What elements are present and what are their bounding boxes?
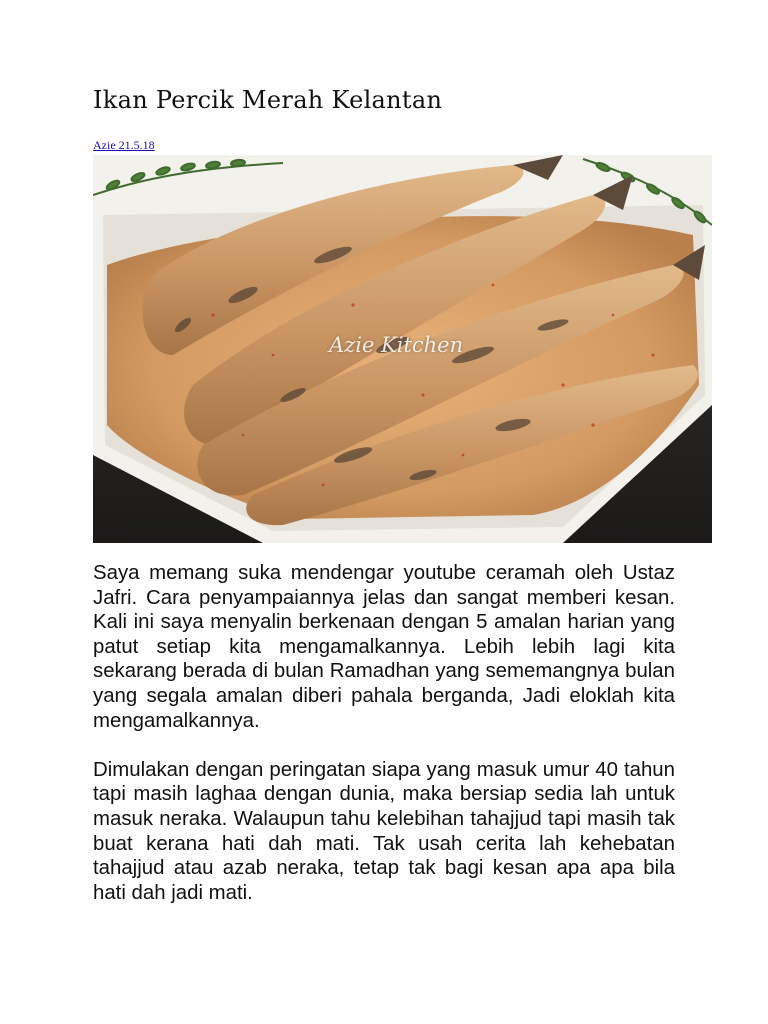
- article-paragraph: Saya memang suka mendengar youtube ceramah oleh Ustaz Jafri. Cara penyampaiannya jelas dan sangat memberi kesan. Kali ini saya menyalin berkenaan dengan 5 amalan harian yang patut setiap kita mengamalkannya. Lebih lebih lagi kita sekarang berada di bulan Ramadhan yang sememangnya bulan yang segala amalan diberi pahala berganda, Jadi eloklah kita mengamalkannya.: [93, 562, 675, 732]
- article-body: [93, 561, 675, 930]
- article-paragraph: Dimulakan dengan peringatan siapa yang masuk umur 40 tahun tapi masih laghaa dengan dunia, maka bersiap sedia lah untuk masuk neraka. Walaupun tahu kelebihan tahajjud tapi masih tak buat kerana hati dah mati. Tak usah cerita lah kehebatan tahajjud atau azab neraka, tetap tak bagi kesan apa apa bila hati dah jadi mati.: [93, 758, 675, 904]
- food-photo: [93, 155, 712, 543]
- post-author-date-link[interactable]: Azie 21.5.18: [93, 138, 155, 152]
- photo-watermark: Azie Kitchen: [329, 333, 464, 357]
- post-title: Ikan Percik Merah Kelantan: [93, 86, 443, 114]
